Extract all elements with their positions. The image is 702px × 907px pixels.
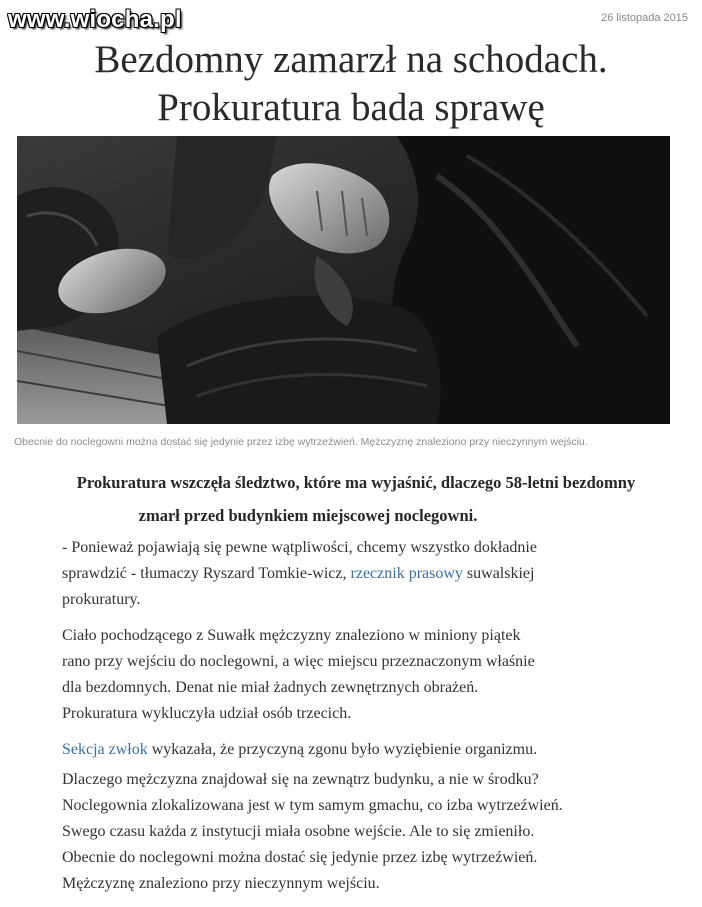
paragraph-line <box>62 737 662 763</box>
paragraph-body <box>62 623 662 727</box>
article-lead <box>20 466 692 532</box>
paragraph-line: Prokuratura wykluczyła udział osób trzecich. <box>62 705 352 722</box>
paragraph-autopsy <box>62 737 662 763</box>
paragraph-line <box>62 561 662 587</box>
paragraph-line: Mężczyznę znaleziono przy nieczynnym wejściu. <box>62 875 380 892</box>
article-photo <box>17 136 670 424</box>
paragraph-line: prokuratury. <box>62 591 141 608</box>
title-line-1: Bezdomny zamarzł na schodach. <box>94 38 608 81</box>
paragraph-line: Ciało pochodzącego z Suwałk mężczyzny znaleziono w miniony piątek <box>62 627 521 644</box>
paragraph-line: Obecnie do noclegowni można dostać się jedynie przez izbę wytrzeźwień. <box>62 849 538 866</box>
paragraph-line: - Ponieważ pojawiają się pewne wątpliwości, chcemy wszystko dokładnie <box>62 539 537 556</box>
paragraph-line: Dlaczego mężczyzna znajdował się na zewnątrz budynku, a nie w środku? <box>62 771 539 788</box>
watermark-logo: www.wiocha.pl <box>8 6 182 33</box>
lead-line-2: zmarł przed budynkiem miejscowej noclegowni. <box>138 506 478 525</box>
autopsy-link[interactable]: Sekcja zwłok <box>62 741 148 758</box>
text-run: wykazała, że przyczyną zgonu było wyziębienie organizmu. <box>147 741 538 758</box>
paragraph-quote <box>62 535 662 613</box>
article-title <box>0 36 702 132</box>
text-run: suwalskiej <box>462 565 535 582</box>
spokesperson-link[interactable]: rzecznik prasowy <box>350 565 463 582</box>
paragraph-line: dla bezdomnych. Denat nie miał żadnych zewnętrznych obrażeń. <box>62 679 479 696</box>
paragraph-line: rano przy wejściu do noclegowni, a więc miejscu przeznaczonym właśnie <box>62 653 535 670</box>
paragraph-line: Noclegownia zlokalizowana jest w tym samym gmachu, co izba wytrzeźwień. <box>62 797 563 814</box>
article-body <box>62 535 662 907</box>
article-date: 26 listopada 2015 <box>601 12 688 24</box>
paragraph-body <box>62 767 662 897</box>
lead-line-1: Prokuratura wszczęła śledztwo, które ma wyjaśnić, dlaczego 58-letni bezdomny <box>76 473 636 492</box>
photo-caption: Obecnie do noclegowni można dostać się jedynie przez izbę wytrzeźwień. Mężczyznę znaleziono przy nieczynnym wejściu. <box>14 436 588 448</box>
text-run: sprawdzić - tłumaczy Ryszard Tomkie-wicz, <box>62 565 351 582</box>
title-line-2: Prokuratura bada sprawę <box>157 86 545 129</box>
paragraph-line: Swego czasu każda z instytucji miała osobne wejście. Ale to się zmieniło. <box>62 823 535 840</box>
